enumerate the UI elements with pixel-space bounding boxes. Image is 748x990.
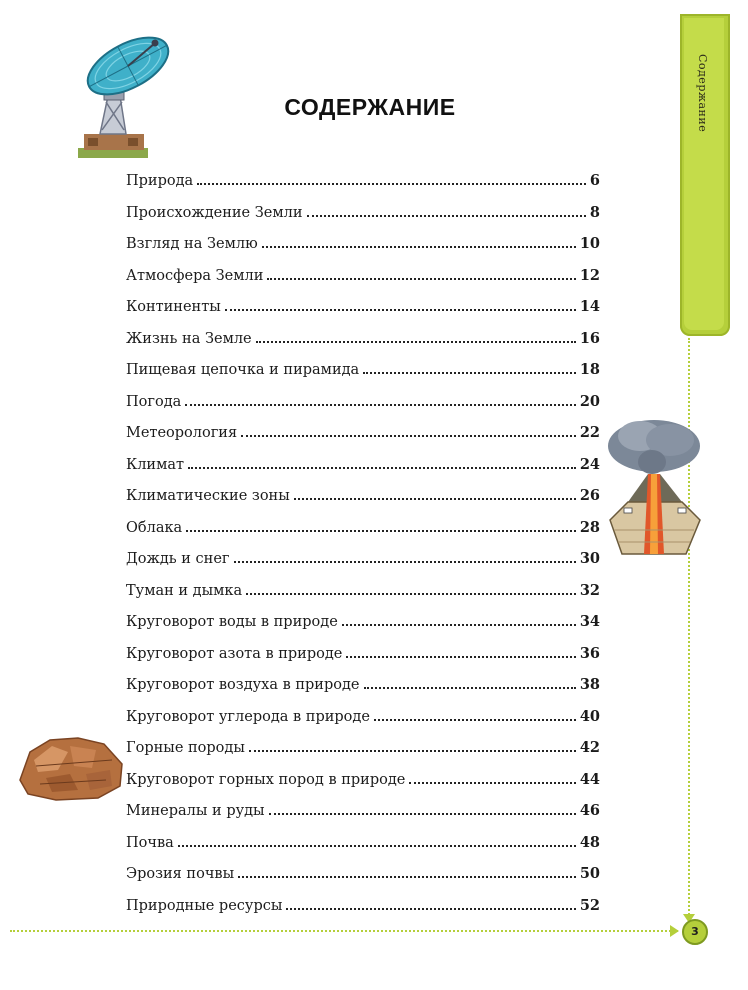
toc-entry[interactable]: [126, 865, 600, 897]
toc-entry-title: Круговорот углерода в природе: [126, 708, 370, 725]
toc-entry-page: 16: [579, 329, 600, 347]
toc-entry[interactable]: [126, 424, 600, 456]
rock-icon: [16, 730, 128, 802]
table-of-contents: [126, 172, 600, 928]
toc-entry-page: 38: [579, 676, 600, 693]
toc-entry-title: Эрозия почвы: [126, 866, 235, 882]
dot-leader: [186, 530, 576, 532]
toc-entry[interactable]: [126, 897, 600, 929]
section-tab: [680, 14, 730, 336]
dot-leader: [346, 656, 575, 658]
toc-entry-title: Почва: [126, 834, 174, 851]
toc-entry[interactable]: [126, 613, 600, 645]
toc-entry[interactable]: [126, 172, 600, 204]
toc-entry-page: 40: [579, 707, 600, 725]
toc-entry-page: 44: [579, 770, 600, 788]
toc-entry-page: 14: [579, 298, 600, 315]
toc-entry[interactable]: [126, 361, 600, 393]
dot-leader: [197, 183, 586, 185]
volcano-icon: [604, 412, 704, 562]
dotted-guide-horizontal: [10, 930, 678, 932]
toc-entry-title: Круговорот воздуха в природе: [126, 677, 360, 693]
toc-entry[interactable]: [126, 550, 600, 582]
toc-entry-title: Взгляд на Землю: [126, 236, 258, 252]
toc-entry[interactable]: [126, 834, 600, 866]
toc-entry-title: Пищевая цепочка и пирамида: [126, 362, 360, 378]
toc-entry[interactable]: [126, 645, 600, 677]
toc-entry-page: 34: [579, 613, 600, 630]
toc-entry-page: 8: [589, 203, 600, 221]
dot-leader: [269, 813, 576, 815]
dot-leader: [374, 719, 576, 721]
toc-entry-page: 32: [579, 581, 600, 599]
toc-entry[interactable]: [126, 487, 600, 519]
toc-entry-title: Круговорот воды в природе: [126, 614, 338, 630]
toc-entry-title: Континенты: [126, 299, 221, 315]
toc-entry-page: 50: [579, 865, 600, 882]
toc-entry-page: 42: [579, 739, 600, 756]
toc-entry[interactable]: [126, 204, 600, 236]
toc-entry[interactable]: [126, 393, 600, 425]
toc-entry[interactable]: [126, 582, 600, 614]
toc-entry-title: Природа: [126, 173, 194, 189]
dot-leader: [178, 845, 576, 847]
toc-entry-title: Природные ресурсы: [126, 897, 283, 914]
toc-entry-title: Дождь и снег: [126, 551, 230, 567]
dot-leader: [256, 341, 576, 343]
toc-entry[interactable]: [126, 771, 600, 803]
page-title: СОДЕРЖАНИЕ: [284, 94, 456, 120]
toc-entry[interactable]: [126, 330, 600, 362]
toc-entry[interactable]: [126, 519, 600, 551]
toc-entry[interactable]: [126, 676, 600, 708]
toc-entry-page: 6: [589, 172, 600, 189]
toc-entry-title: Климат: [126, 456, 185, 473]
toc-entry-title: Туман и дымка: [126, 582, 243, 599]
page-number: 3: [682, 919, 708, 945]
toc-entry[interactable]: [126, 708, 600, 740]
toc-entry-title: Горные породы: [126, 740, 245, 756]
dot-leader: [262, 246, 576, 248]
toc-entry-title: Круговорот горных пород в природе: [126, 771, 406, 788]
section-tab-label: Содержание: [696, 54, 709, 133]
toc-entry-title: Минералы и руды: [126, 803, 265, 819]
arrow-right-icon: [670, 925, 679, 937]
toc-entry-page: 36: [579, 644, 600, 662]
toc-entry-page: 26: [579, 487, 600, 504]
toc-entry-title: Происхождение Земли: [126, 204, 303, 221]
dot-leader: [267, 278, 575, 280]
toc-entry-page: 20: [579, 392, 600, 410]
toc-entry-title: Климатические зоны: [126, 488, 290, 504]
satellite-dish-icon: [70, 30, 180, 162]
toc-entry-page: 30: [579, 550, 600, 567]
dot-leader: [342, 624, 576, 626]
toc-entry[interactable]: [126, 456, 600, 488]
dot-leader: [364, 687, 576, 689]
toc-entry-page: 52: [579, 896, 600, 914]
toc-entry[interactable]: [126, 267, 600, 299]
toc-entry[interactable]: [126, 298, 600, 330]
dot-leader: [241, 435, 576, 437]
dot-leader: [363, 372, 576, 374]
toc-entry-page: 10: [579, 235, 600, 252]
dot-leader: [307, 215, 586, 217]
dot-leader: [238, 876, 576, 878]
toc-entry-page: 46: [579, 802, 600, 819]
toc-entry-title: Круговорот азота в природе: [126, 645, 343, 662]
dot-leader: [234, 561, 576, 563]
dot-leader: [246, 593, 576, 595]
toc-entry-page: 18: [579, 361, 600, 378]
dot-leader: [294, 498, 576, 500]
toc-entry[interactable]: [126, 802, 600, 834]
toc-entry[interactable]: [126, 235, 600, 267]
toc-entry[interactable]: [126, 739, 600, 771]
toc-entry-title: Атмосфера Земли: [126, 267, 264, 284]
dot-leader: [409, 782, 575, 784]
toc-entry-page: 12: [579, 266, 600, 284]
toc-entry-title: Облака: [126, 519, 183, 536]
dot-leader: [188, 467, 576, 469]
toc-entry-title: Погода: [126, 393, 182, 410]
toc-entry-page: 28: [579, 518, 600, 536]
toc-entry-page: 24: [579, 455, 600, 473]
dot-leader: [225, 309, 576, 311]
toc-entry-title: Метеорология: [126, 425, 238, 441]
dot-leader: [249, 750, 576, 752]
dot-leader: [185, 404, 576, 406]
dot-leader: [286, 908, 575, 910]
toc-entry-page: 48: [579, 833, 600, 851]
toc-entry-page: 22: [579, 424, 600, 441]
toc-entry-title: Жизнь на Земле: [126, 330, 252, 347]
